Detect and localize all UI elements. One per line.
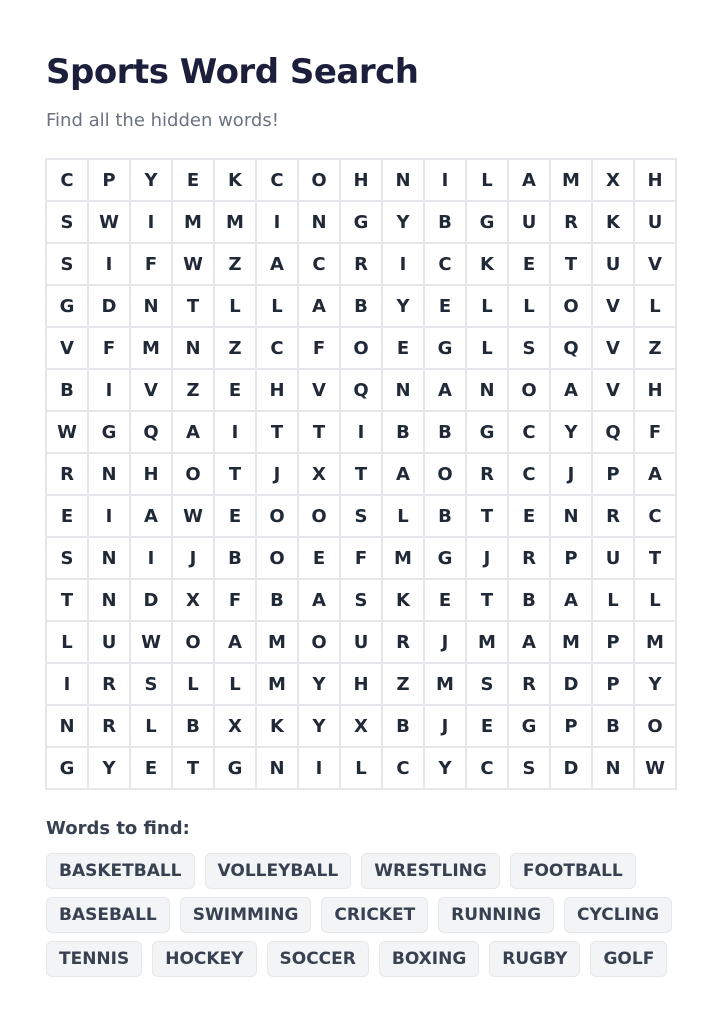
grid-cell[interactable]: D bbox=[551, 748, 591, 788]
grid-cell[interactable]: I bbox=[131, 202, 171, 242]
grid-cell[interactable]: J bbox=[551, 454, 591, 494]
grid-cell[interactable]: S bbox=[341, 580, 381, 620]
grid-cell[interactable]: A bbox=[383, 454, 423, 494]
grid-cell[interactable]: L bbox=[467, 160, 507, 200]
grid-cell[interactable]: C bbox=[425, 244, 465, 284]
grid-cell[interactable]: I bbox=[299, 748, 339, 788]
grid-cell[interactable]: Y bbox=[551, 412, 591, 452]
grid-cell[interactable]: B bbox=[425, 412, 465, 452]
grid-cell[interactable]: M bbox=[467, 622, 507, 662]
grid-cell[interactable]: H bbox=[257, 370, 297, 410]
grid-cell[interactable]: S bbox=[131, 664, 171, 704]
grid-cell[interactable]: N bbox=[89, 454, 129, 494]
grid-cell[interactable]: M bbox=[551, 622, 591, 662]
grid-cell[interactable]: L bbox=[341, 748, 381, 788]
grid-cell[interactable]: W bbox=[89, 202, 129, 242]
grid-cell[interactable]: P bbox=[89, 160, 129, 200]
grid-cell[interactable]: X bbox=[173, 580, 213, 620]
grid-cell[interactable]: G bbox=[467, 202, 507, 242]
grid-cell[interactable]: M bbox=[173, 202, 213, 242]
grid-cell[interactable]: W bbox=[47, 412, 87, 452]
grid-cell[interactable]: Y bbox=[89, 748, 129, 788]
grid-cell[interactable]: U bbox=[593, 538, 633, 578]
grid-cell[interactable]: C bbox=[47, 160, 87, 200]
letter-grid bbox=[45, 158, 677, 790]
grid-cell[interactable]: G bbox=[425, 328, 465, 368]
grid-cell[interactable]: F bbox=[89, 328, 129, 368]
grid-cell[interactable]: B bbox=[47, 370, 87, 410]
grid-cell[interactable]: N bbox=[131, 286, 171, 326]
grid-cell[interactable]: X bbox=[593, 160, 633, 200]
grid-cell[interactable]: V bbox=[131, 370, 171, 410]
grid-cell[interactable]: N bbox=[89, 580, 129, 620]
grid-cell[interactable]: A bbox=[257, 244, 297, 284]
grid-cell[interactable]: A bbox=[509, 160, 549, 200]
words-heading: Words to find: bbox=[46, 818, 190, 839]
grid-cell[interactable]: L bbox=[383, 496, 423, 536]
grid-cell[interactable]: R bbox=[509, 664, 549, 704]
grid-cell[interactable]: U bbox=[593, 244, 633, 284]
grid-cell[interactable]: I bbox=[425, 160, 465, 200]
grid-cell[interactable]: B bbox=[173, 706, 213, 746]
grid-cell[interactable]: N bbox=[551, 496, 591, 536]
grid-cell[interactable]: F bbox=[341, 538, 381, 578]
grid-cell[interactable]: Y bbox=[383, 202, 423, 242]
grid-cell[interactable]: N bbox=[173, 328, 213, 368]
grid-cell[interactable]: B bbox=[425, 202, 465, 242]
grid-cell[interactable]: Y bbox=[383, 286, 423, 326]
grid-cell[interactable]: V bbox=[299, 370, 339, 410]
grid-cell[interactable]: T bbox=[173, 286, 213, 326]
grid-cell[interactable]: B bbox=[383, 706, 423, 746]
grid-cell[interactable]: C bbox=[299, 244, 339, 284]
grid-cell[interactable]: J bbox=[425, 706, 465, 746]
grid-cell[interactable]: L bbox=[47, 622, 87, 662]
word-chip: SWIMMING bbox=[180, 897, 312, 933]
grid-cell[interactable]: E bbox=[215, 496, 255, 536]
grid-cell[interactable]: M bbox=[383, 538, 423, 578]
word-chip: VOLLEYBALL bbox=[205, 853, 352, 889]
grid-cell[interactable]: E bbox=[383, 328, 423, 368]
grid-cell[interactable]: R bbox=[551, 202, 591, 242]
grid-cell[interactable]: E bbox=[467, 706, 507, 746]
grid-cell[interactable]: Z bbox=[215, 328, 255, 368]
grid-cell[interactable]: N bbox=[467, 370, 507, 410]
grid-cell[interactable]: F bbox=[131, 244, 171, 284]
grid-cell[interactable]: G bbox=[89, 412, 129, 452]
grid-cell[interactable]: O bbox=[299, 496, 339, 536]
grid-cell[interactable]: A bbox=[215, 622, 255, 662]
grid-cell[interactable]: O bbox=[551, 286, 591, 326]
grid-cell[interactable]: I bbox=[257, 202, 297, 242]
grid-cell[interactable]: F bbox=[635, 412, 675, 452]
grid-cell[interactable]: N bbox=[593, 748, 633, 788]
grid-cell[interactable]: S bbox=[47, 244, 87, 284]
grid-cell[interactable]: V bbox=[593, 370, 633, 410]
grid-cell[interactable]: G bbox=[425, 538, 465, 578]
grid-cell[interactable]: Y bbox=[425, 748, 465, 788]
grid-cell[interactable]: N bbox=[89, 538, 129, 578]
grid-cell[interactable]: R bbox=[383, 622, 423, 662]
grid-cell[interactable]: T bbox=[257, 412, 297, 452]
grid-cell[interactable]: M bbox=[257, 664, 297, 704]
word-chip: HOCKEY bbox=[152, 941, 256, 977]
grid-cell[interactable]: O bbox=[425, 454, 465, 494]
grid-cell[interactable]: E bbox=[215, 370, 255, 410]
grid-cell[interactable]: Z bbox=[383, 664, 423, 704]
grid-cell[interactable]: I bbox=[47, 664, 87, 704]
grid-cell[interactable]: H bbox=[635, 160, 675, 200]
grid-cell[interactable]: G bbox=[215, 748, 255, 788]
grid-cell[interactable]: Q bbox=[131, 412, 171, 452]
grid-cell[interactable]: P bbox=[551, 706, 591, 746]
grid-cell[interactable]: Z bbox=[635, 328, 675, 368]
grid-cell[interactable]: O bbox=[509, 370, 549, 410]
word-chip: GOLF bbox=[590, 941, 667, 977]
page-subtitle: Find all the hidden words! bbox=[46, 110, 279, 131]
grid-cell[interactable]: A bbox=[509, 622, 549, 662]
grid-cell[interactable]: Y bbox=[131, 160, 171, 200]
grid-cell[interactable]: J bbox=[425, 622, 465, 662]
word-list bbox=[46, 853, 686, 977]
grid-cell[interactable]: V bbox=[593, 328, 633, 368]
grid-cell[interactable]: U bbox=[509, 202, 549, 242]
grid-cell[interactable]: X bbox=[341, 706, 381, 746]
grid-cell[interactable]: Y bbox=[299, 664, 339, 704]
word-chip: CRICKET bbox=[321, 897, 428, 933]
grid-cell[interactable]: R bbox=[89, 706, 129, 746]
word-chip: BOXING bbox=[379, 941, 479, 977]
grid-cell[interactable]: K bbox=[467, 244, 507, 284]
grid-cell[interactable]: D bbox=[89, 286, 129, 326]
grid-cell[interactable]: R bbox=[47, 454, 87, 494]
grid-cell[interactable]: A bbox=[425, 370, 465, 410]
grid-cell[interactable]: B bbox=[341, 286, 381, 326]
grid-cell[interactable]: I bbox=[383, 244, 423, 284]
word-chip: TENNIS bbox=[46, 941, 142, 977]
grid-cell[interactable]: Q bbox=[551, 328, 591, 368]
grid-cell[interactable]: P bbox=[593, 664, 633, 704]
grid-cell[interactable]: H bbox=[635, 370, 675, 410]
grid-cell[interactable]: J bbox=[173, 538, 213, 578]
grid-cell[interactable]: C bbox=[509, 454, 549, 494]
grid-cell[interactable]: Q bbox=[593, 412, 633, 452]
grid-cell[interactable]: S bbox=[509, 748, 549, 788]
grid-cell[interactable]: O bbox=[173, 622, 213, 662]
grid-cell[interactable]: R bbox=[593, 496, 633, 536]
grid-cell[interactable]: C bbox=[635, 496, 675, 536]
grid-cell[interactable]: V bbox=[635, 244, 675, 284]
grid-cell[interactable]: A bbox=[551, 580, 591, 620]
grid-cell[interactable]: R bbox=[509, 538, 549, 578]
grid-cell[interactable]: I bbox=[131, 538, 171, 578]
grid-cell[interactable]: I bbox=[89, 244, 129, 284]
grid-cell[interactable]: R bbox=[89, 664, 129, 704]
grid-cell[interactable]: T bbox=[467, 580, 507, 620]
grid-cell[interactable]: U bbox=[89, 622, 129, 662]
grid-cell[interactable]: I bbox=[341, 412, 381, 452]
grid-cell[interactable]: O bbox=[341, 328, 381, 368]
grid-cell[interactable]: Y bbox=[635, 664, 675, 704]
word-chip: BASEBALL bbox=[46, 897, 170, 933]
grid-cell[interactable]: P bbox=[593, 454, 633, 494]
grid-cell[interactable]: G bbox=[509, 706, 549, 746]
word-chip: RUGBY bbox=[489, 941, 580, 977]
grid-cell[interactable]: N bbox=[257, 748, 297, 788]
page-title: Sports Word Search bbox=[46, 52, 419, 92]
grid-cell[interactable]: K bbox=[257, 706, 297, 746]
grid-cell[interactable]: T bbox=[467, 496, 507, 536]
word-chip: CYCLING bbox=[564, 897, 672, 933]
grid-cell[interactable]: K bbox=[215, 160, 255, 200]
grid-cell[interactable]: M bbox=[215, 202, 255, 242]
grid-cell[interactable]: M bbox=[551, 160, 591, 200]
grid-cell[interactable]: S bbox=[509, 328, 549, 368]
grid-cell[interactable]: W bbox=[131, 622, 171, 662]
grid-cell[interactable]: O bbox=[299, 622, 339, 662]
grid-cell[interactable]: O bbox=[635, 706, 675, 746]
grid-cell[interactable]: N bbox=[383, 160, 423, 200]
grid-cell[interactable]: L bbox=[635, 580, 675, 620]
grid-cell[interactable]: A bbox=[299, 580, 339, 620]
grid-cell[interactable]: O bbox=[257, 538, 297, 578]
grid-cell[interactable]: F bbox=[215, 580, 255, 620]
grid-cell[interactable]: W bbox=[173, 496, 213, 536]
grid-cell[interactable]: C bbox=[467, 748, 507, 788]
grid-cell[interactable]: A bbox=[173, 412, 213, 452]
grid-cell[interactable]: I bbox=[89, 370, 129, 410]
grid-cell[interactable]: T bbox=[299, 412, 339, 452]
grid-cell[interactable]: J bbox=[467, 538, 507, 578]
grid-cell[interactable]: P bbox=[593, 622, 633, 662]
grid-cell[interactable]: H bbox=[341, 664, 381, 704]
grid-cell[interactable]: T bbox=[635, 538, 675, 578]
grid-cell[interactable]: E bbox=[425, 286, 465, 326]
grid-cell[interactable]: S bbox=[341, 496, 381, 536]
grid-cell[interactable]: L bbox=[593, 580, 633, 620]
grid-cell[interactable]: S bbox=[467, 664, 507, 704]
grid-cell[interactable]: A bbox=[635, 454, 675, 494]
grid-cell[interactable]: G bbox=[341, 202, 381, 242]
grid-cell[interactable]: L bbox=[467, 286, 507, 326]
grid-cell[interactable]: C bbox=[257, 160, 297, 200]
grid-cell[interactable]: P bbox=[551, 538, 591, 578]
grid-cell[interactable]: A bbox=[299, 286, 339, 326]
grid-cell[interactable]: A bbox=[551, 370, 591, 410]
grid-cell[interactable]: E bbox=[509, 496, 549, 536]
grid-cell[interactable]: E bbox=[425, 580, 465, 620]
grid-cell[interactable]: N bbox=[383, 370, 423, 410]
grid-cell[interactable]: W bbox=[173, 244, 213, 284]
word-chip: SOCCER bbox=[267, 941, 369, 977]
grid-cell[interactable]: G bbox=[47, 286, 87, 326]
grid-cell[interactable]: E bbox=[299, 538, 339, 578]
grid-cell[interactable]: Z bbox=[173, 370, 213, 410]
grid-cell[interactable]: S bbox=[47, 538, 87, 578]
grid-cell[interactable]: T bbox=[215, 454, 255, 494]
grid-cell[interactable]: O bbox=[257, 496, 297, 536]
grid-cell[interactable]: B bbox=[509, 580, 549, 620]
grid-cell[interactable]: T bbox=[173, 748, 213, 788]
grid-cell[interactable]: M bbox=[257, 622, 297, 662]
word-chip: RUNNING bbox=[438, 897, 554, 933]
grid-cell[interactable]: O bbox=[173, 454, 213, 494]
grid-cell[interactable]: I bbox=[89, 496, 129, 536]
grid-cell[interactable]: M bbox=[131, 328, 171, 368]
grid-cell[interactable]: M bbox=[635, 622, 675, 662]
grid-cell[interactable]: E bbox=[509, 244, 549, 284]
grid-cell[interactable]: Q bbox=[341, 370, 381, 410]
grid-cell[interactable]: L bbox=[509, 286, 549, 326]
grid-cell[interactable]: J bbox=[257, 454, 297, 494]
word-chip: FOOTBALL bbox=[510, 853, 636, 889]
grid-cell[interactable]: L bbox=[131, 706, 171, 746]
grid-cell[interactable]: L bbox=[467, 328, 507, 368]
grid-cell[interactable]: E bbox=[47, 496, 87, 536]
grid-cell[interactable]: L bbox=[257, 286, 297, 326]
grid-cell[interactable]: N bbox=[299, 202, 339, 242]
grid-cell[interactable]: H bbox=[341, 160, 381, 200]
grid-cell[interactable]: M bbox=[425, 664, 465, 704]
grid-cell[interactable]: Z bbox=[215, 244, 255, 284]
grid-cell[interactable]: U bbox=[341, 622, 381, 662]
grid-cell[interactable]: X bbox=[299, 454, 339, 494]
grid-cell[interactable]: B bbox=[383, 412, 423, 452]
grid-cell[interactable]: A bbox=[131, 496, 171, 536]
grid-cell[interactable]: R bbox=[467, 454, 507, 494]
grid-cell[interactable]: C bbox=[509, 412, 549, 452]
grid-cell[interactable]: D bbox=[551, 664, 591, 704]
grid-cell[interactable]: N bbox=[47, 706, 87, 746]
grid-cell[interactable]: L bbox=[173, 664, 213, 704]
grid-cell[interactable]: B bbox=[215, 538, 255, 578]
grid-cell[interactable]: T bbox=[341, 454, 381, 494]
grid-cell[interactable]: B bbox=[257, 580, 297, 620]
grid-cell[interactable]: L bbox=[215, 664, 255, 704]
grid-cell[interactable]: T bbox=[47, 580, 87, 620]
grid-cell[interactable]: Y bbox=[299, 706, 339, 746]
grid-cell[interactable]: U bbox=[635, 202, 675, 242]
grid-cell[interactable]: E bbox=[173, 160, 213, 200]
grid-cell[interactable]: L bbox=[635, 286, 675, 326]
grid-cell[interactable]: D bbox=[131, 580, 171, 620]
grid-cell[interactable]: F bbox=[299, 328, 339, 368]
grid-cell[interactable]: H bbox=[131, 454, 171, 494]
grid-cell[interactable]: O bbox=[299, 160, 339, 200]
grid-cell[interactable]: X bbox=[215, 706, 255, 746]
grid-cell[interactable]: C bbox=[257, 328, 297, 368]
grid-cell[interactable]: K bbox=[593, 202, 633, 242]
grid-cell[interactable]: B bbox=[425, 496, 465, 536]
grid-cell[interactable]: S bbox=[47, 202, 87, 242]
grid-cell[interactable]: E bbox=[131, 748, 171, 788]
grid-cell[interactable]: G bbox=[47, 748, 87, 788]
grid-cell[interactable]: V bbox=[593, 286, 633, 326]
grid-cell[interactable]: W bbox=[635, 748, 675, 788]
grid-cell[interactable]: B bbox=[593, 706, 633, 746]
grid-cell[interactable]: C bbox=[383, 748, 423, 788]
grid-cell[interactable]: R bbox=[341, 244, 381, 284]
grid-cell[interactable]: K bbox=[383, 580, 423, 620]
grid-cell[interactable]: V bbox=[47, 328, 87, 368]
grid-cell[interactable]: G bbox=[467, 412, 507, 452]
grid-cell[interactable]: T bbox=[551, 244, 591, 284]
word-chip: BASKETBALL bbox=[46, 853, 195, 889]
grid-cell[interactable]: L bbox=[215, 286, 255, 326]
grid-cell[interactable]: I bbox=[215, 412, 255, 452]
word-chip: WRESTLING bbox=[361, 853, 500, 889]
